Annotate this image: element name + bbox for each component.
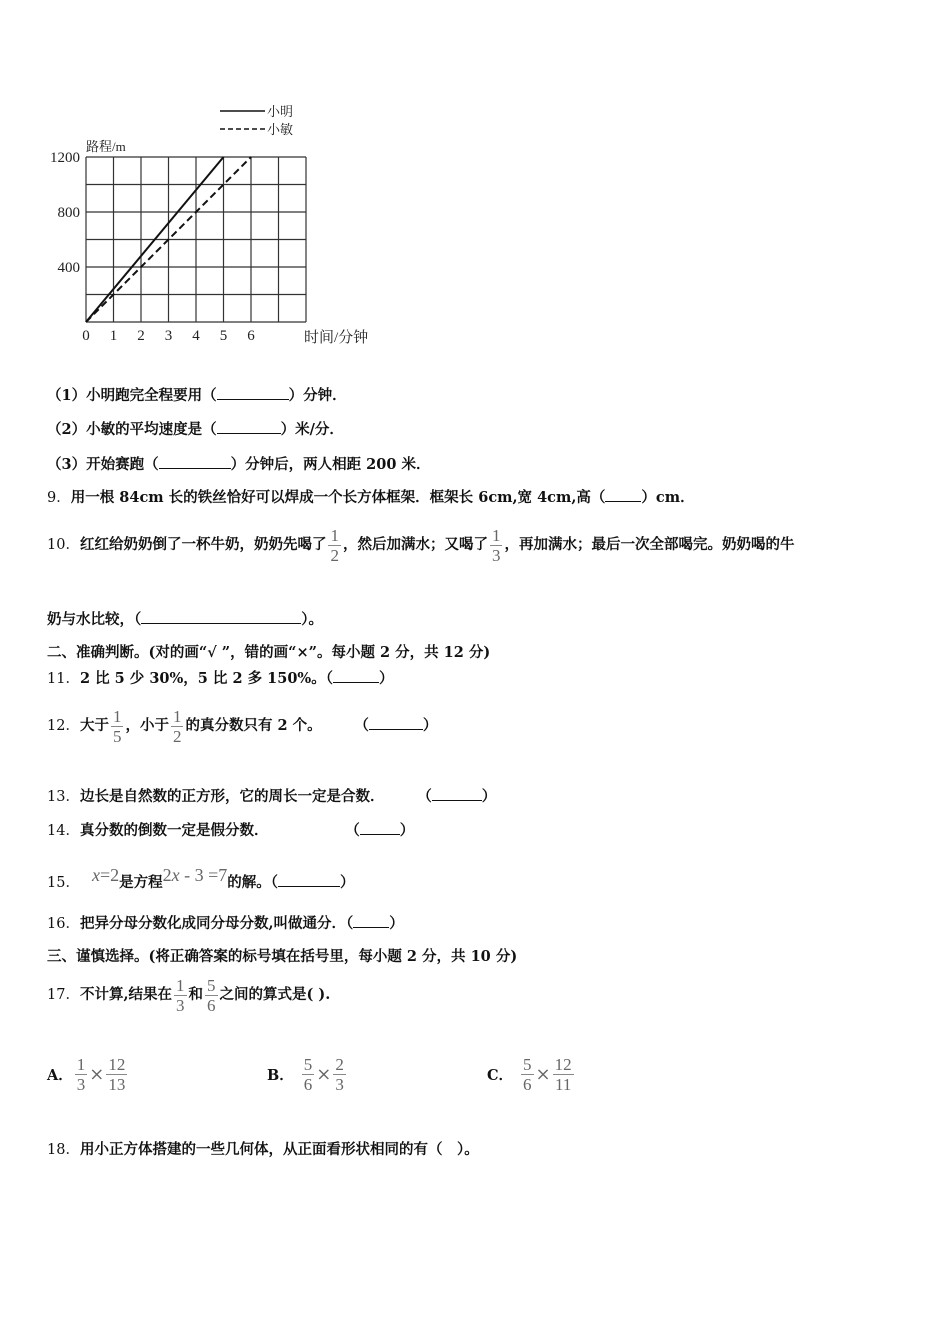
question-17: 17．不计算,结果在 $\frac{1}{3}$ 和 $\frac{5}{6}$ 之间的算式是( ). (47, 975, 331, 1015)
fraction: $\frac{12}{11}$ (554, 1055, 572, 1094)
q8-part2: （2）小敏的平均速度是（ ）米/分． (47, 421, 344, 438)
answer-blank[interactable] (353, 913, 389, 928)
answer-blank[interactable] (217, 419, 281, 434)
question-12: 12．大于 $\frac{1}{5}$ ，小于 $\frac{1}{2}$ 的真分数只有 2 个。 （ ） (47, 706, 438, 746)
equation-x-equals-2: x=2 (91, 865, 120, 885)
question-number: 10． (47, 537, 80, 553)
x-axis-label: 时间/分钟 (304, 330, 369, 346)
answer-blank[interactable] (360, 820, 400, 835)
fraction: $\frac{5}{6}$ (523, 1055, 532, 1094)
answer-blank[interactable] (369, 715, 423, 730)
question-number: 12． (47, 718, 80, 734)
question-number: 9． (47, 490, 71, 506)
question-10-cont: 奶与水比较，（ ）。 (47, 611, 323, 628)
question-number: 13． (47, 789, 80, 805)
question-number: 17． (47, 987, 80, 1003)
fraction: $\frac{2}{3}$ (335, 1055, 344, 1094)
question-number: 18． (47, 1142, 80, 1158)
q8-part1: （1）小明跑完全程要用（ ）分钟． (47, 387, 347, 404)
fraction: $\frac{1}{3}$ (491, 525, 501, 565)
multiply-sign: × (316, 1064, 332, 1085)
fraction: $\frac{5}{6}$ (207, 975, 216, 1015)
answer-blank[interactable] (278, 872, 340, 887)
option-b[interactable]: B． $\frac{5}{6}$ × $\frac{2}{3}$ (267, 1055, 344, 1094)
fraction: $\frac{5}{6}$ (303, 1055, 313, 1094)
legend-label: 小敏 (267, 122, 294, 137)
distance-time-chart (40, 100, 380, 350)
x-tick-label: 6 (247, 328, 255, 344)
question-14: 14．真分数的倒数一定是假分数． （ ） (47, 822, 415, 839)
question-number: 15． (47, 875, 80, 891)
x-tick-label: 0 (82, 328, 90, 344)
question-11: 11．2 比 5 少 30%，5 比 2 多 150%。（ ） (47, 670, 394, 687)
legend-label: 小明 (267, 104, 294, 119)
answer-blank[interactable] (141, 609, 301, 624)
multiply-sign: × (535, 1064, 551, 1085)
answer-blank[interactable] (159, 454, 231, 469)
x-tick-label: 1 (109, 328, 118, 344)
multiply-sign: × (89, 1064, 105, 1085)
answer-blank[interactable] (432, 786, 482, 801)
question-15: 15． x=2是方程2x - 3 =7的解。（ ） (47, 865, 355, 891)
q8-part3: （3）开始赛跑（ ）分钟后，两人相距 200 米． (47, 456, 431, 473)
equation-2x-minus-3: 2x - 3 =7 (162, 865, 228, 885)
x-tick-label: 4 (192, 328, 200, 344)
x-tick-label: 3 (164, 328, 173, 344)
y-axis-label: 路程/m (86, 139, 126, 154)
question-16: 16．把异分母分数化成同分母分数,叫做通分．（ ） (47, 915, 404, 932)
answer-blank[interactable] (333, 668, 379, 683)
question-number: 11． (47, 671, 80, 687)
fraction: $\frac{12}{13}$ (108, 1055, 126, 1094)
fraction: $\frac{1}{5}$ (112, 706, 122, 746)
fraction: $\frac{1}{2}$ (330, 525, 339, 565)
fraction: $\frac{1}{2}$ (172, 706, 182, 746)
question-13: 13．边长是自然数的正方形，它的周长一定是合数． （ ） (47, 788, 497, 805)
x-tick-label: 5 (219, 328, 228, 344)
y-tick-label: 1200 (50, 150, 80, 166)
y-tick-label: 400 (57, 260, 80, 276)
question-number: 14． (47, 823, 80, 839)
question-9: 9．用一根 84cm 长的铁丝恰好可以焊成一个长方体框架．框架长 6cm,宽 4cm,高（ ）cm． (47, 489, 695, 506)
option-a[interactable]: A． $\frac{1}{3}$ × $\frac{12}{13}$ (47, 1055, 126, 1094)
question-18: 18．用小正方体搭建的一些几何体，从正面看形状相同的有（ ）。 (47, 1141, 479, 1158)
fraction: $\frac{1}{3}$ (176, 975, 185, 1015)
option-c[interactable]: C． $\frac{5}{6}$ × $\frac{12}{11}$ (487, 1055, 572, 1094)
y-tick-label: 800 (57, 205, 80, 221)
question-10: 10．红红给奶奶倒了一杯牛奶，奶奶先喝了 $\frac{1}{2}$ ，然后加满水；又喝了 $\frac{1}{3}$ ，再加满水；最后一次全部喝完。奶奶喝的牛 (47, 525, 795, 565)
section-2-title: 二、准确判断。(对的画“√ ”，错的画“×”。每小题 2 分，共 12 分) (47, 644, 491, 661)
answer-blank[interactable] (217, 385, 289, 400)
question-number: 16． (47, 916, 80, 932)
fraction: $\frac{1}{3}$ (76, 1055, 86, 1094)
x-tick-label: 2 (137, 328, 145, 344)
section-3-title: 三、谨慎选择。(将正确答案的标号填在括号里，每小题 2 分，共 10 分) (47, 948, 518, 965)
answer-blank[interactable] (605, 487, 641, 502)
